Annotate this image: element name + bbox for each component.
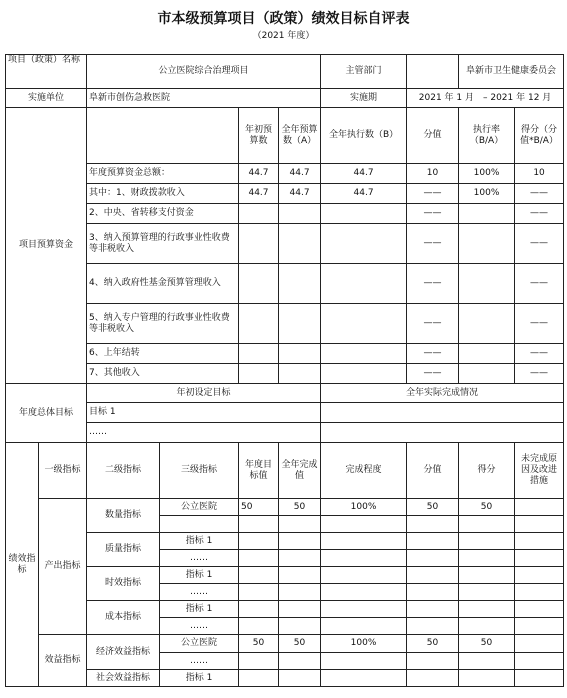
funds-initial <box>239 264 279 304</box>
funds-score-weight: —— <box>407 304 459 344</box>
cost-indicator-1: 指标 1 <box>160 601 239 618</box>
funds-score: —— <box>515 344 564 364</box>
blank-cell <box>407 550 459 567</box>
quantity-score: 50 <box>459 499 515 516</box>
funds-score: —— <box>515 364 564 384</box>
econ-target: 50 <box>239 635 279 653</box>
col-score: 得分（分值*B/A） <box>515 108 564 164</box>
blank-cell <box>321 601 407 618</box>
funds-initial: 44.7 <box>239 164 279 184</box>
blank-cell <box>459 618 515 635</box>
cost-more: …… <box>160 618 239 635</box>
econ-reason <box>515 635 564 653</box>
funds-row <box>6 204 564 224</box>
funds-initial <box>239 224 279 264</box>
blank-cell <box>459 584 515 601</box>
col-reason: 未完成原因及改进措施 <box>515 443 564 499</box>
unit-value: 阜新市创伤急救医院 <box>87 89 321 108</box>
blank-cell <box>279 516 321 533</box>
blank-cell <box>279 618 321 635</box>
funds-row-label: 2、中央、省转移支付资金 <box>87 204 239 224</box>
funds-score-weight: —— <box>407 264 459 304</box>
funds-rate: 100% <box>459 184 515 204</box>
col-annual-target: 年度目标值 <box>239 443 279 499</box>
cost-indicator-label: 成本指标 <box>87 601 160 635</box>
period-label: 实施期 <box>321 89 407 108</box>
funds-row-label: 4、纳入政府性基金预算管理收入 <box>87 264 239 304</box>
col-weight: 分值 <box>407 443 459 499</box>
blank-cell <box>321 533 407 550</box>
blank-cell <box>321 516 407 533</box>
blank-cell <box>515 618 564 635</box>
quantity-indicator-label: 数量指标 <box>87 499 160 533</box>
funds-initial <box>239 364 279 384</box>
goal-more: …… <box>87 423 321 443</box>
funds-annual <box>279 344 321 364</box>
funds-rate <box>459 364 515 384</box>
funds-rate <box>459 224 515 264</box>
blank-cell <box>407 516 459 533</box>
blank-cell <box>279 670 321 687</box>
funds-row <box>6 264 564 304</box>
blank-cell <box>279 567 321 584</box>
funds-row-label: 3、纳入预算管理的行政事业性收费等非税收入 <box>87 224 239 264</box>
funds-row <box>6 304 564 344</box>
econ-degree: 100% <box>321 635 407 653</box>
blank-cell <box>239 653 279 670</box>
dept-label: 主管部门 <box>321 55 407 89</box>
funds-score: —— <box>515 304 564 344</box>
blank-cell <box>407 533 459 550</box>
funds-annual: 44.7 <box>279 164 321 184</box>
funds-exec <box>321 304 407 344</box>
funds-exec <box>321 224 407 264</box>
blank-cell <box>279 653 321 670</box>
blank-cell <box>459 567 515 584</box>
blank-cell <box>239 516 279 533</box>
funds-exec <box>321 264 407 304</box>
quantity-actual: 50 <box>279 499 321 516</box>
quality-indicator-label: 质量指标 <box>87 533 160 567</box>
period-value: 2021 年 1 月 – 2021 年 12 月 <box>407 89 564 108</box>
benefit-indicator-label: 效益指标 <box>39 635 87 687</box>
col-ind-score: 得分 <box>459 443 515 499</box>
goals-plan-header: 年初设定目标 <box>87 384 321 403</box>
blank-cell <box>515 533 564 550</box>
blank-cell <box>279 601 321 618</box>
funds-row-label: 6、上年结转 <box>87 344 239 364</box>
funds-initial <box>239 344 279 364</box>
blank-cell <box>321 618 407 635</box>
dept-label-spacer <box>407 55 459 89</box>
goals-actual-header: 全年实际完成情况 <box>321 384 564 403</box>
funds-row <box>6 164 564 184</box>
funds-initial <box>239 304 279 344</box>
blank-cell <box>515 670 564 687</box>
funds-annual <box>279 304 321 344</box>
quality-indicator-1: 指标 1 <box>160 533 239 550</box>
blank-cell <box>321 653 407 670</box>
funds-score-weight: —— <box>407 344 459 364</box>
col-exec-rate: 执行率（B/A） <box>459 108 515 164</box>
funds-annual <box>279 364 321 384</box>
timeliness-more: …… <box>160 584 239 601</box>
funds-header-blank <box>87 108 239 164</box>
econ-more: …… <box>160 653 239 670</box>
blank-cell <box>459 601 515 618</box>
project-name-label: 项目（政策）名称 <box>6 55 87 89</box>
blank-cell <box>239 670 279 687</box>
form-year: （2021 年度） <box>252 31 315 41</box>
col-initial-budget: 年初预算数 <box>239 108 279 164</box>
quantity-weight: 50 <box>407 499 459 516</box>
col-annual-actual: 全年完成值 <box>279 443 321 499</box>
blank-cell <box>239 550 279 567</box>
output-indicator-label: 产出指标 <box>39 499 87 635</box>
col-level1: 一级指标 <box>39 443 87 499</box>
funds-section-label: 项目预算资金 <box>6 108 87 384</box>
funds-exec: 44.7 <box>321 184 407 204</box>
funds-score-weight: —— <box>407 224 459 264</box>
funds-rate <box>459 304 515 344</box>
goals-section-label: 年度总体目标 <box>6 384 87 443</box>
funds-score: 10 <box>515 164 564 184</box>
quality-more: …… <box>160 550 239 567</box>
funds-score: —— <box>515 184 564 204</box>
funds-score-weight: —— <box>407 364 459 384</box>
funds-score-weight: 10 <box>407 164 459 184</box>
funds-row <box>6 344 564 364</box>
econ-weight: 50 <box>407 635 459 653</box>
blank-cell <box>321 670 407 687</box>
funds-rate <box>459 344 515 364</box>
quantity-degree: 100% <box>321 499 407 516</box>
funds-initial <box>239 204 279 224</box>
goal-more-actual <box>321 423 564 443</box>
blank-cell <box>515 601 564 618</box>
funds-row-label: 5、纳入专户管理的行政事业性收费等非税收入 <box>87 304 239 344</box>
econ-score: 50 <box>459 635 515 653</box>
blank-cell <box>279 584 321 601</box>
funds-rate <box>459 204 515 224</box>
social-indicator-1: 指标 1 <box>160 670 239 687</box>
funds-annual <box>279 224 321 264</box>
blank-cell <box>239 584 279 601</box>
blank-cell <box>515 584 564 601</box>
funds-annual: 44.7 <box>279 184 321 204</box>
quantity-sub-indicator: 公立医院 <box>160 499 239 516</box>
col-completion-degree: 完成程度 <box>321 443 407 499</box>
blank-cell <box>321 550 407 567</box>
blank-cell <box>459 533 515 550</box>
funds-exec: 44.7 <box>321 164 407 184</box>
self-evaluation-table <box>5 54 564 687</box>
funds-rate <box>459 264 515 304</box>
funds-row <box>6 224 564 264</box>
blank-cell <box>459 516 515 533</box>
funds-score: —— <box>515 204 564 224</box>
funds-exec <box>321 364 407 384</box>
blank-cell <box>515 516 564 533</box>
blank-cell <box>239 618 279 635</box>
social-indicator-label: 社会效益指标 <box>87 670 160 687</box>
blank-cell <box>239 533 279 550</box>
dept-value: 阜新市卫生健康委员会 <box>459 55 564 89</box>
goal-1: 目标 1 <box>87 403 321 423</box>
goal-1-actual <box>321 403 564 423</box>
funds-annual <box>279 264 321 304</box>
blank-cell <box>407 601 459 618</box>
blank-cell <box>239 601 279 618</box>
blank-cell <box>407 567 459 584</box>
blank-cell <box>407 584 459 601</box>
col-score-weight: 分值 <box>407 108 459 164</box>
project-name-value: 公立医院综合治理项目 <box>87 55 321 89</box>
quantity-blank-sub <box>160 516 239 533</box>
funds-score-weight: —— <box>407 184 459 204</box>
funds-row-label: 7、其他收入 <box>87 364 239 384</box>
funds-score: —— <box>515 224 564 264</box>
funds-score: —— <box>515 264 564 304</box>
blank-cell <box>239 567 279 584</box>
quantity-reason <box>515 499 564 516</box>
indicators-section-label: 绩效指标 <box>6 443 39 687</box>
timeliness-indicator-label: 时效指标 <box>87 567 160 601</box>
blank-cell <box>407 670 459 687</box>
funds-row <box>6 364 564 384</box>
blank-cell <box>279 533 321 550</box>
timeliness-indicator-1: 指标 1 <box>160 567 239 584</box>
blank-cell <box>407 618 459 635</box>
col-level2: 二级指标 <box>87 443 160 499</box>
blank-cell <box>459 653 515 670</box>
blank-cell <box>279 550 321 567</box>
econ-indicator-label: 经济效益指标 <box>87 635 160 670</box>
funds-row-label: 年度预算资金总额： <box>87 164 239 184</box>
funds-row <box>6 184 564 204</box>
unit-label: 实施单位 <box>6 89 87 108</box>
funds-score-weight: —— <box>407 204 459 224</box>
funds-rate: 100% <box>459 164 515 184</box>
blank-cell <box>459 670 515 687</box>
blank-cell <box>321 567 407 584</box>
blank-cell <box>515 550 564 567</box>
blank-cell <box>407 653 459 670</box>
econ-actual: 50 <box>279 635 321 653</box>
col-annual-budget: 全年预算数（A） <box>279 108 321 164</box>
funds-initial: 44.7 <box>239 184 279 204</box>
blank-cell <box>515 653 564 670</box>
form-title: 市本级预算项目（政策）绩效目标自评表 <box>157 11 410 27</box>
quantity-target: 50 <box>239 499 279 516</box>
funds-exec <box>321 344 407 364</box>
funds-exec <box>321 204 407 224</box>
col-level3: 三级指标 <box>160 443 239 499</box>
blank-cell <box>515 567 564 584</box>
funds-annual <box>279 204 321 224</box>
col-annual-exec: 全年执行数（B） <box>321 108 407 164</box>
econ-sub-indicator: 公立医院 <box>160 635 239 653</box>
blank-cell <box>321 584 407 601</box>
funds-row-label: 其中：1、财政拨款收入 <box>87 184 239 204</box>
blank-cell <box>459 550 515 567</box>
